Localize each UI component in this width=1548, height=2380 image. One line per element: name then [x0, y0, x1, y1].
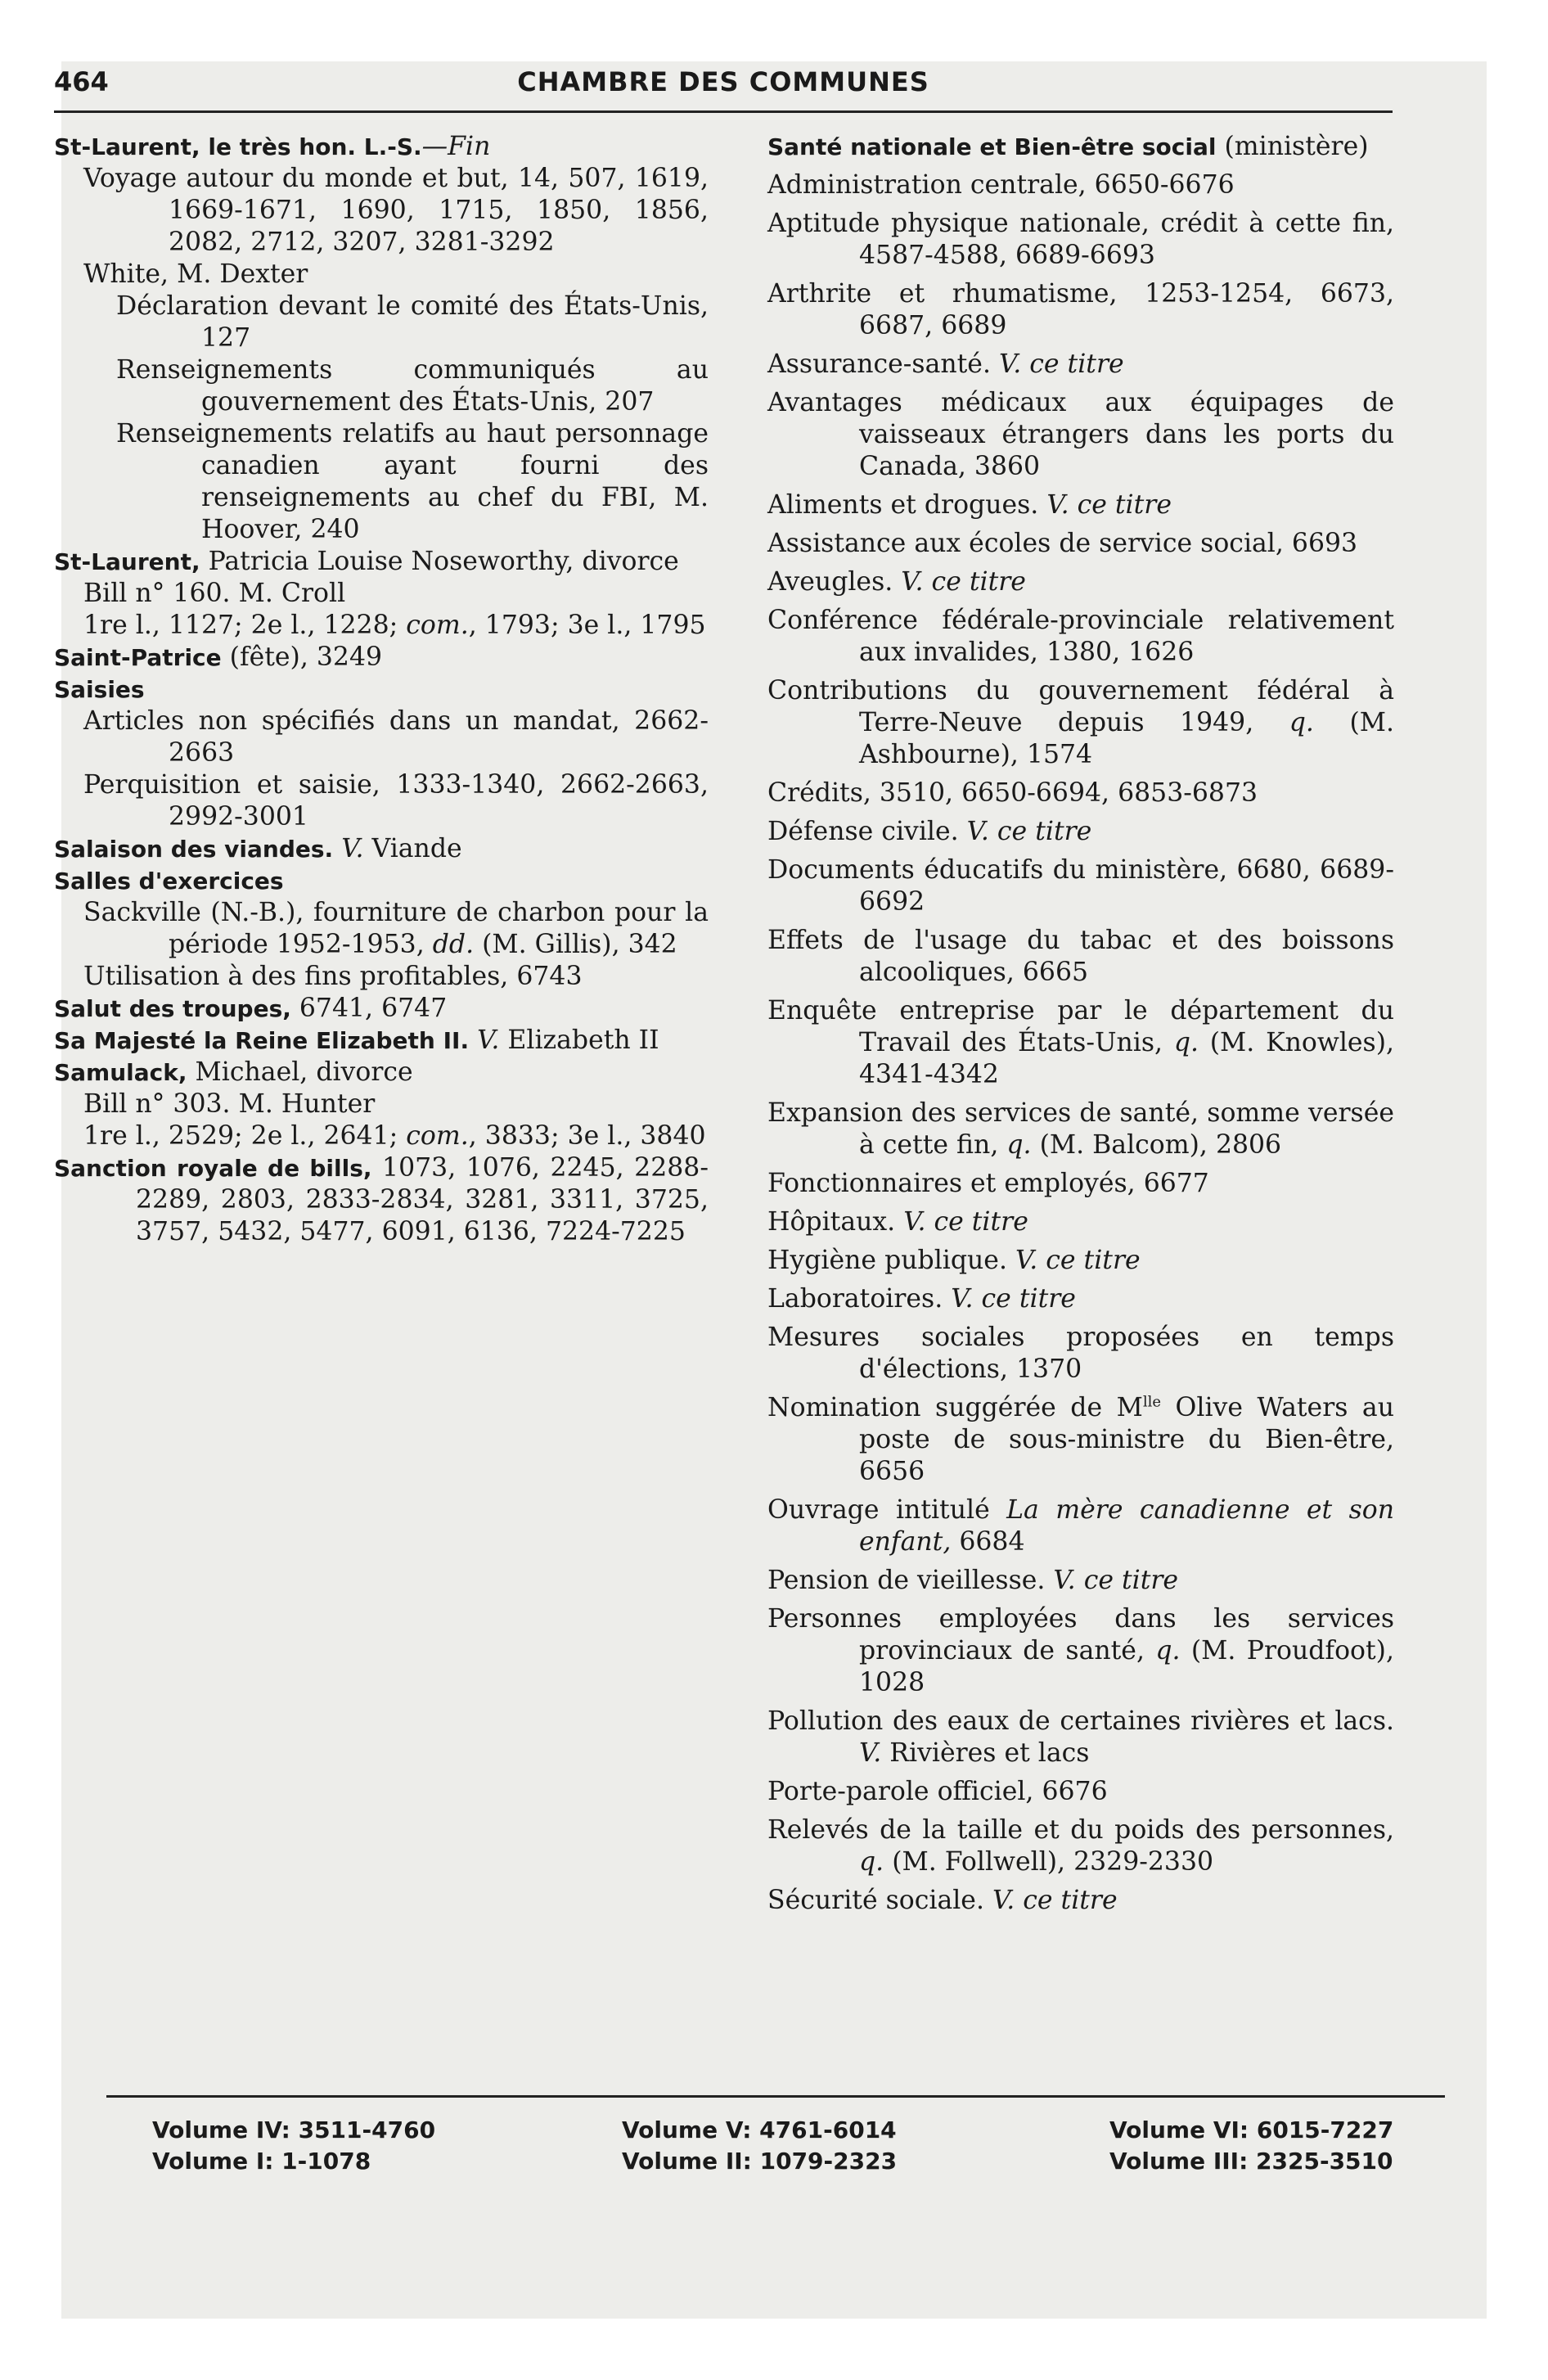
subentry: Déclaration devant le comité des États-Unis, 127	[116, 291, 709, 353]
entry-text: , 1793; 3e l., 1795	[468, 611, 706, 640]
subentry	[767, 1283, 1394, 1315]
subentry: Renseignements relatifs au haut personnage canadien ayant fourni des renseignements au chef du FBI, M. Hoover, 240	[116, 419, 709, 544]
cross-reference: V.	[859, 1738, 882, 1768]
page-title: CHAMBRE DES COMMUNES	[517, 66, 929, 97]
superscript: lle	[1142, 1393, 1162, 1411]
entry-text: Elizabeth II	[499, 1025, 659, 1055]
entry-text: Laboratoires.	[767, 1284, 952, 1314]
entry-text: dd.	[432, 930, 475, 959]
entry-text: Contributions du gouvernement fédéral à Terre-Neuve depuis 1949,	[767, 676, 1394, 737]
subentry: Bill n° 303. M. Hunter	[83, 1089, 376, 1119]
entry-text: Michael, divorce	[187, 1057, 413, 1087]
subentry: Arthrite et rhumatisme, 1253-1254, 6673, 6687, 6689	[767, 279, 1394, 340]
subentry: Fonctionnaires et employés, 6677	[767, 1169, 1209, 1198]
subentry	[767, 1206, 1394, 1238]
entry-heading-suffix: —Fin	[421, 132, 491, 161]
subentry	[54, 897, 709, 961]
entry-text: 6684	[951, 1527, 1025, 1557]
entry-text: (M. Proudfoot), 1028	[859, 1636, 1394, 1697]
cross-reference: V. ce titre	[966, 817, 1092, 846]
entry-text: q.	[1289, 708, 1314, 737]
subentry	[767, 349, 1394, 381]
entry-text: com.	[406, 611, 469, 640]
volume-label: Volume VI: 6015-7227	[1109, 2116, 1394, 2143]
subentry	[767, 1098, 1394, 1161]
subentry: Voyage autour du monde et but, 14, 507, 1619, 1669-1671, 1690, 1715, 1850, 1856, 2082, 2712, 3207, 3281-3292	[83, 164, 709, 257]
entry-heading: Salaison des viandes.	[54, 836, 334, 863]
entry-text: 1re l., 1127; 2e l., 1228;	[83, 611, 407, 640]
entry-text: Relevés de la taille et du poids des personnes,	[767, 1815, 1394, 1845]
entry-salut	[54, 993, 709, 1025]
entry-salles	[54, 865, 709, 897]
entry-heading: Samulack,	[54, 1059, 187, 1086]
subentry: Avantages médicaux aux équipages de vaisseaux étrangers dans les ports du Canada, 3860	[767, 388, 1394, 481]
entry-heading: Sa Majesté la Reine Elizabeth II.	[54, 1027, 470, 1054]
cross-reference: V. ce titre	[998, 349, 1124, 379]
entry-text: (M. Gillis), 342	[474, 930, 677, 959]
subentry: Perquisition et saisie, 1333-1340, 2662-2663, 2992-3001	[83, 770, 709, 832]
subentry	[767, 1814, 1394, 1878]
entry-text: Rivières et lacs	[881, 1738, 1090, 1768]
cross-reference: V. ce titre	[1046, 490, 1172, 520]
entry-text: , 3833; 3e l., 3840	[468, 1121, 706, 1151]
subentry	[767, 1494, 1394, 1558]
subentry: Crédits, 3510, 6650-6694, 6853-6873	[767, 778, 1258, 808]
subentry	[767, 1706, 1394, 1769]
subentry	[767, 1392, 1394, 1488]
entry-text: (ministère)	[1216, 132, 1369, 161]
right-column	[767, 131, 1394, 1917]
volume-footer	[106, 2095, 1445, 2188]
entry-text: Sackville (N.-B.), fourniture de charbon pour la période 1952-1953,	[83, 898, 709, 959]
entry-text: (M. Follwell), 2329-2330	[884, 1847, 1214, 1877]
subentry	[767, 816, 1394, 848]
page-number: 464	[54, 66, 109, 97]
entry-text: Personnes employées dans les services provinciaux de santé,	[767, 1604, 1394, 1666]
entry-text: Olive Waters au poste de sous-ministre du Bien-être, 6656	[859, 1393, 1394, 1486]
cross-reference: V. ce titre	[903, 1207, 1028, 1237]
entry-text: q.	[1155, 1636, 1181, 1666]
entry-st-laurent-patricia	[54, 546, 709, 578]
subentry: Assistance aux écoles de service social, 6693	[767, 529, 1358, 558]
entry-heading: Salut des troupes,	[54, 995, 291, 1022]
subentry	[767, 1603, 1394, 1699]
cross-reference: V. ce titre	[951, 1284, 1076, 1314]
entry-heading: Saisies	[54, 676, 145, 703]
subentry: White, M. Dexter	[83, 259, 308, 289]
volume-label: Volume III: 2325-3510	[1109, 2148, 1393, 2175]
volume-label: Volume V: 4761-6014	[622, 2116, 897, 2143]
subentry: Conférence fédérale-provinciale relativement aux invalides, 1380, 1626	[767, 606, 1394, 667]
subentry	[767, 1245, 1394, 1277]
entry-heading: St-Laurent,	[54, 548, 200, 575]
entry-heading: Saint-Patrice	[54, 644, 222, 671]
cross-reference: V. ce titre	[1015, 1246, 1141, 1275]
subentry: Bill n° 160. M. Croll	[83, 579, 346, 608]
entry-text: V.	[469, 1025, 500, 1055]
entry-text: V.	[333, 834, 364, 863]
subentry	[767, 1565, 1394, 1597]
subentry	[767, 489, 1394, 521]
book-title: La mère canadienne et son enfant,	[859, 1495, 1394, 1557]
cross-reference: V. ce titre	[901, 567, 1026, 597]
subentry	[54, 1120, 709, 1152]
subentry	[767, 995, 1394, 1091]
entry-text: q.	[1006, 1130, 1032, 1160]
entry-text: (M. Knowles), 4341-4342	[859, 1028, 1395, 1089]
entry-text: com.	[406, 1121, 469, 1151]
entry-sa-majeste	[54, 1025, 709, 1057]
volume-label: Volume IV: 3511-4760	[152, 2116, 436, 2143]
entry-text: 1re l., 2529; 2e l., 2641;	[83, 1121, 407, 1151]
entry-text: Assurance-santé.	[767, 349, 999, 379]
subentry: Utilisation à des fins profitables, 6743	[83, 962, 583, 991]
entry-text: Pollution des eaux de certaines rivières et lacs.	[767, 1706, 1394, 1736]
page-header	[54, 61, 1393, 113]
entry-salaison	[54, 833, 709, 865]
entry-text: Défense civile.	[767, 817, 967, 846]
entry-sanction-royale	[54, 1152, 709, 1248]
entry-text: Expansion des services de santé, somme versée à cette fin,	[767, 1098, 1394, 1160]
entry-text: (fête), 3249	[221, 642, 383, 672]
entry-text: Enquête entreprise par le département du Travail des États-Unis,	[767, 996, 1394, 1057]
cross-reference: V. ce titre	[992, 1886, 1118, 1915]
entry-saint-patrice	[54, 642, 709, 674]
subentry: Articles non spécifiés dans un mandat, 2662-2663	[83, 706, 709, 768]
subentry: Effets de l'usage du tabac et des boissons alcooliques, 6665	[767, 926, 1394, 987]
subentry: Documents éducatifs du ministère, 6680, 6689-6692	[767, 855, 1394, 917]
entry-text: (M. Ashbourne), 1574	[859, 708, 1395, 769]
entry-text: Hôpitaux.	[767, 1207, 904, 1237]
subentry: Renseignements communiqués au gouvernement des États-Unis, 207	[116, 355, 709, 417]
entry-text: Patricia Louise Noseworthy, divorce	[200, 547, 679, 576]
entry-heading: Salles d'exercices	[54, 868, 284, 895]
entry-text: Sécurité sociale.	[767, 1886, 992, 1915]
entry-heading: St-Laurent, le très hon. L.-S.	[54, 133, 422, 160]
entry-saisies	[54, 674, 709, 705]
entry-text: Ouvrage intitulé	[767, 1495, 1007, 1525]
entry-text: Hygiène publique.	[767, 1246, 1015, 1275]
subentry	[767, 675, 1394, 771]
entry-heading: Sanction royale de bills,	[54, 1155, 372, 1182]
entry-text: Nomination suggérée de M	[767, 1393, 1143, 1422]
entry-text: q.	[859, 1847, 884, 1877]
subentry: Porte-parole officiel, 6676	[767, 1777, 1108, 1806]
entry-text: q.	[1173, 1028, 1199, 1057]
subentry	[767, 566, 1394, 598]
entry-text: (M. Balcom), 2806	[1031, 1130, 1282, 1160]
entry-st-laurent-ls	[54, 131, 709, 163]
entry-sante-nationale	[767, 131, 1394, 163]
entry-samulack	[54, 1057, 709, 1089]
left-column	[54, 131, 709, 1248]
entry-text: Aveugles.	[767, 567, 902, 597]
entry-text: 1073, 1076, 2245, 2288-2289, 2803, 2833-2834, 3281, 3311, 3725, 3757, 5432, 5477, 6091, 6136, 7224-7225	[136, 1153, 709, 1246]
volume-label: Volume I: 1-1078	[152, 2148, 371, 2175]
subentry: Mesures sociales proposées en temps d'élections, 1370	[767, 1323, 1394, 1384]
volume-label: Volume II: 1079-2323	[622, 2148, 898, 2175]
subentry	[767, 1885, 1394, 1917]
cross-reference: V. ce titre	[1053, 1566, 1179, 1595]
entry-text: 6741, 6747	[290, 994, 448, 1023]
subentry	[54, 610, 709, 642]
entry-heading: Santé nationale et Bien-être social	[767, 133, 1217, 160]
subentry: Aptitude physique nationale, crédit à cette fin, 4587-4588, 6689-6693	[767, 209, 1394, 270]
entry-text: Pension de vieillesse.	[767, 1566, 1054, 1595]
entry-text: Viande	[363, 834, 462, 863]
entry-text: Aliments et drogues.	[767, 490, 1047, 520]
subentry: Administration centrale, 6650-6676	[767, 170, 1235, 200]
